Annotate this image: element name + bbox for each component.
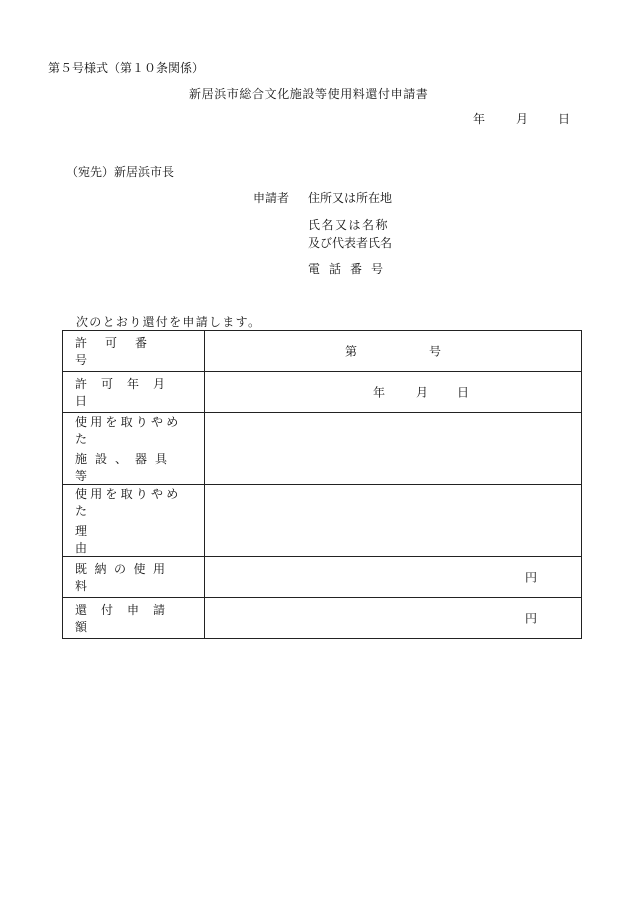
refund-form-table: [62, 330, 582, 639]
paid-fee-value-cell[interactable]: [205, 557, 582, 598]
permit-date-value-cell[interactable]: [205, 372, 582, 413]
intro-text: 次のとおり還付を申請します。: [76, 315, 262, 329]
address-label: 住所又は所在地: [308, 191, 393, 205]
refund-label: [75, 601, 191, 635]
date-month: 月: [516, 112, 529, 126]
page-title: 新居浜市総合文化施設等使用料還付申請書: [189, 87, 429, 101]
permit-date-day: 日: [457, 385, 470, 400]
table-row: [63, 485, 582, 557]
applicant-role-text: 申請者: [253, 191, 290, 205]
table-row: [63, 557, 582, 598]
permit-number-label-text: 許可番号: [75, 336, 166, 367]
facility-label-line2: 施設、器具等: [75, 452, 176, 483]
table-row: [63, 372, 582, 413]
reason-label: [75, 485, 191, 556]
permit-number-suffix: 号: [429, 344, 442, 359]
form-number: 第５号様式（第１０条関係）: [48, 61, 205, 75]
refund-unit: 円: [525, 611, 538, 626]
paid-fee-label: [75, 560, 191, 594]
permit-date-month: 月: [416, 385, 429, 400]
facility-label-line1: 使用を取りやめた: [75, 415, 182, 446]
paid-fee-unit: 円: [525, 570, 538, 585]
name-label-1: 氏名又は名称: [308, 218, 390, 232]
refund-label-text: 還付申請額: [75, 603, 180, 634]
permit-number-value-cell[interactable]: [205, 331, 582, 372]
facility-label-cell: [63, 413, 205, 485]
permit-number-label-cell: [63, 331, 205, 372]
addressee: （宛先）新居浜市長: [66, 165, 175, 179]
refund-label-cell: [63, 598, 205, 639]
reason-label-line1: 使用を取りやめた: [75, 487, 182, 518]
permit-date-label: [75, 375, 191, 409]
table-row: [63, 413, 582, 485]
facility-label: [75, 413, 191, 484]
reason-label-line2: 理由: [75, 524, 182, 555]
facility-value-cell[interactable]: [205, 413, 582, 485]
permit-date-label-text: 許可年月日: [75, 377, 180, 408]
permit-date-label-cell: [63, 372, 205, 413]
table-row: [63, 598, 582, 639]
date-day: 日: [558, 112, 571, 126]
permit-number-label: [75, 334, 191, 368]
reason-label-cell: [63, 485, 205, 557]
phone-label: 電話番号: [308, 262, 393, 276]
reason-value-cell[interactable]: [205, 485, 582, 557]
refund-value-cell[interactable]: [205, 598, 582, 639]
paid-fee-label-text: 既納の使用料: [75, 562, 173, 593]
applicant-role: [253, 192, 292, 204]
table-row: [63, 331, 582, 372]
date-year: 年: [473, 112, 486, 126]
permit-date-year: 年: [373, 385, 386, 400]
permit-number-prefix: 第: [345, 344, 358, 359]
paid-fee-label-cell: [63, 557, 205, 598]
name-label-2: 及び代表者氏名: [308, 236, 393, 250]
